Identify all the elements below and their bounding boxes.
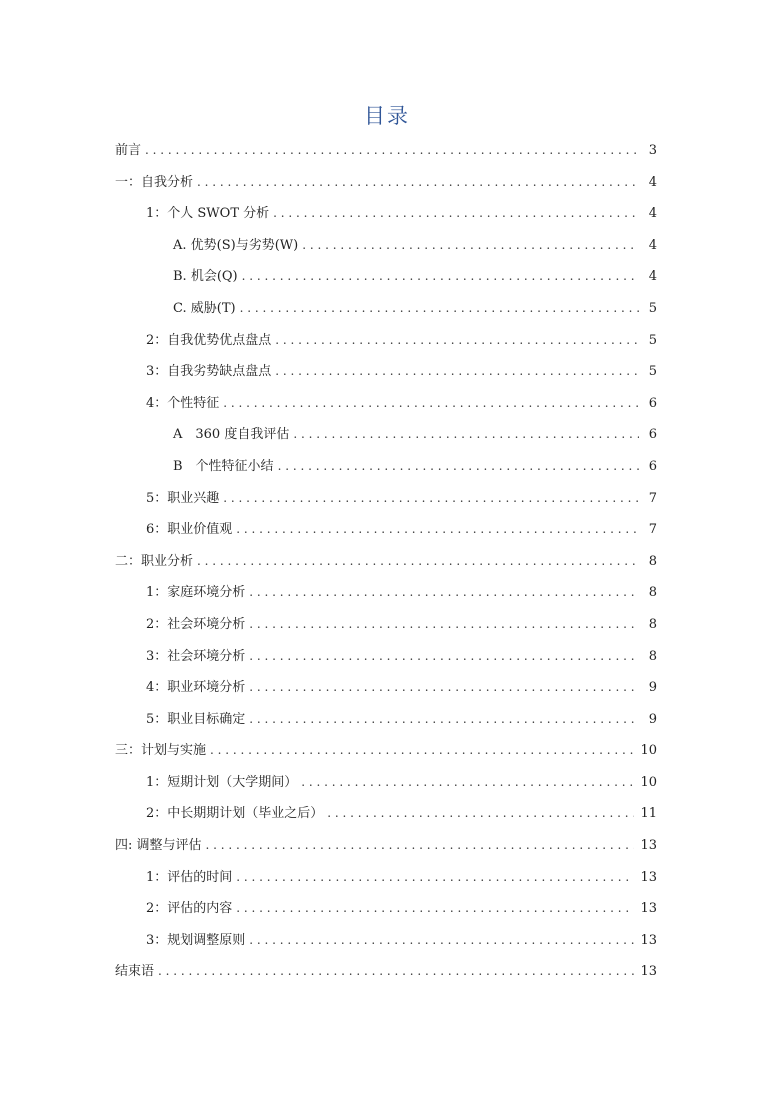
toc-entry-label: 2：中长期期计划（毕业之后） xyxy=(146,806,324,822)
toc-dot-leader xyxy=(236,862,634,894)
toc-entry-label: 四: 调整与评估 xyxy=(115,838,202,854)
toc-page-number: 7 xyxy=(648,490,657,506)
toc-dot-leader xyxy=(249,672,639,704)
toc-entry[interactable] xyxy=(115,261,657,293)
toc-entry-label: 3：规划调整原则 xyxy=(146,932,246,948)
toc-dot-leader xyxy=(240,293,639,325)
toc-entry[interactable] xyxy=(115,830,657,862)
toc-page-number: 10 xyxy=(640,743,657,759)
toc-page-number: 5 xyxy=(648,364,657,380)
toc-dot-leader xyxy=(273,198,639,230)
toc-entry-label: 2：自我优势优点盘点 xyxy=(146,332,272,348)
toc-dot-leader xyxy=(249,704,639,736)
toc-entry-label: B 个性特征小结 xyxy=(173,458,274,474)
toc-dot-leader xyxy=(249,641,639,673)
toc-page-number: 4 xyxy=(648,206,657,222)
toc-entry-label: 2：评估的内容 xyxy=(146,901,233,917)
toc-entry-label: 4：职业环境分析 xyxy=(146,680,246,696)
toc-dot-leader xyxy=(275,356,639,388)
toc-page-number: 8 xyxy=(648,553,657,569)
toc-entry[interactable] xyxy=(115,198,657,230)
toc-dot-leader xyxy=(158,956,634,988)
toc-page-number: 8 xyxy=(648,585,657,601)
toc-dot-leader xyxy=(236,893,634,925)
toc-entry[interactable] xyxy=(115,798,657,830)
toc-dot-leader xyxy=(302,230,639,262)
toc-page-number: 9 xyxy=(648,680,657,696)
toc-entry-label: 1：个人 SWOT 分析 xyxy=(146,206,270,222)
toc-entry[interactable] xyxy=(115,735,657,767)
toc-entry[interactable] xyxy=(115,167,657,199)
toc-entry-label: 5：职业兴趣 xyxy=(146,490,220,506)
toc-page-number: 10 xyxy=(640,774,657,790)
toc-entry[interactable] xyxy=(115,325,657,357)
toc-entry-label: 4：个性特征 xyxy=(146,395,220,411)
toc-dot-leader xyxy=(197,546,639,578)
toc-page-number: 8 xyxy=(648,648,657,664)
toc-entry[interactable] xyxy=(115,956,657,988)
toc-entry[interactable] xyxy=(115,388,657,420)
toc-entry-label: 6：职业价值观 xyxy=(146,522,233,538)
toc-entry-label: A. 优势(S)与劣势(W) xyxy=(173,237,299,253)
toc-entry[interactable] xyxy=(115,135,657,167)
toc-page-number: 6 xyxy=(648,458,657,474)
toc-dot-leader xyxy=(249,925,634,957)
toc-entry[interactable] xyxy=(115,609,657,641)
toc-page-number: 13 xyxy=(640,932,657,948)
toc-dot-leader xyxy=(197,167,639,199)
toc-page-number: 6 xyxy=(648,395,657,411)
table-of-contents xyxy=(115,135,657,988)
toc-entry[interactable] xyxy=(115,293,657,325)
toc-entry-label: A 360 度自我评估 xyxy=(173,427,290,443)
toc-entry[interactable] xyxy=(115,767,657,799)
toc-dot-leader xyxy=(223,388,639,420)
toc-entry-label: 3：社会环境分析 xyxy=(146,648,246,664)
toc-page-number: 11 xyxy=(640,806,657,822)
toc-entry[interactable] xyxy=(115,577,657,609)
toc-entry-label: 结束语 xyxy=(115,964,155,980)
toc-entry-label: 2：社会环境分析 xyxy=(146,616,246,632)
toc-entry-label: 5：职业目标确定 xyxy=(146,711,246,727)
toc-dot-leader xyxy=(278,451,639,483)
toc-entry[interactable] xyxy=(115,483,657,515)
toc-entry[interactable] xyxy=(115,641,657,673)
toc-dot-leader xyxy=(206,830,635,862)
toc-entry[interactable] xyxy=(115,893,657,925)
toc-dot-leader xyxy=(145,135,639,167)
toc-entry-label: B. 机会(Q) xyxy=(173,269,238,285)
toc-entry-label: 1：短期计划（大学期间） xyxy=(146,774,298,790)
toc-dot-leader xyxy=(236,514,639,546)
toc-page-number: 5 xyxy=(648,332,657,348)
toc-page-number: 13 xyxy=(640,901,657,917)
toc-entry[interactable] xyxy=(115,514,657,546)
toc-entry-label: 1：评估的时间 xyxy=(146,869,233,885)
toc-page-number: 13 xyxy=(640,838,657,854)
toc-dot-leader xyxy=(223,483,639,515)
toc-page-number: 6 xyxy=(648,427,657,443)
toc-entry-label: 1：家庭环境分析 xyxy=(146,585,246,601)
toc-entry-label: 一：自我分析 xyxy=(115,174,194,190)
toc-entry-label: 前言 xyxy=(115,143,142,158)
toc-dot-leader xyxy=(293,419,639,451)
toc-entry-label: 3：自我劣势缺点盘点 xyxy=(146,364,272,380)
toc-page-number: 4 xyxy=(648,174,657,190)
toc-page-number: 5 xyxy=(648,300,657,316)
toc-entry[interactable] xyxy=(115,356,657,388)
toc-page-number: 4 xyxy=(648,237,657,253)
toc-page-number: 8 xyxy=(648,616,657,632)
toc-entry[interactable] xyxy=(115,672,657,704)
toc-page-number: 13 xyxy=(640,964,657,980)
toc-page-number: 7 xyxy=(648,522,657,538)
toc-entry-label: C. 威胁(T) xyxy=(173,300,236,316)
toc-dot-leader xyxy=(275,325,639,357)
toc-dot-leader xyxy=(301,767,634,799)
toc-entry-label: 二：职业分析 xyxy=(115,553,194,569)
toc-dot-leader xyxy=(210,735,634,767)
toc-entry[interactable] xyxy=(115,862,657,894)
toc-dot-leader xyxy=(242,261,639,293)
toc-entry[interactable] xyxy=(115,419,657,451)
toc-entry[interactable] xyxy=(115,230,657,262)
toc-entry-label: 三：计划与实施 xyxy=(115,743,207,759)
toc-entry[interactable] xyxy=(115,546,657,578)
toc-dot-leader xyxy=(249,609,639,641)
toc-page-number: 3 xyxy=(648,143,657,158)
toc-entry[interactable] xyxy=(115,925,657,957)
toc-page-number: 4 xyxy=(648,269,657,285)
toc-title: 目录 xyxy=(364,104,410,128)
toc-entry[interactable] xyxy=(115,451,657,483)
toc-page-number: 13 xyxy=(640,869,657,885)
toc-dot-leader xyxy=(327,798,634,830)
toc-page-number: 9 xyxy=(648,711,657,727)
toc-dot-leader xyxy=(249,577,639,609)
toc-entry[interactable] xyxy=(115,704,657,736)
